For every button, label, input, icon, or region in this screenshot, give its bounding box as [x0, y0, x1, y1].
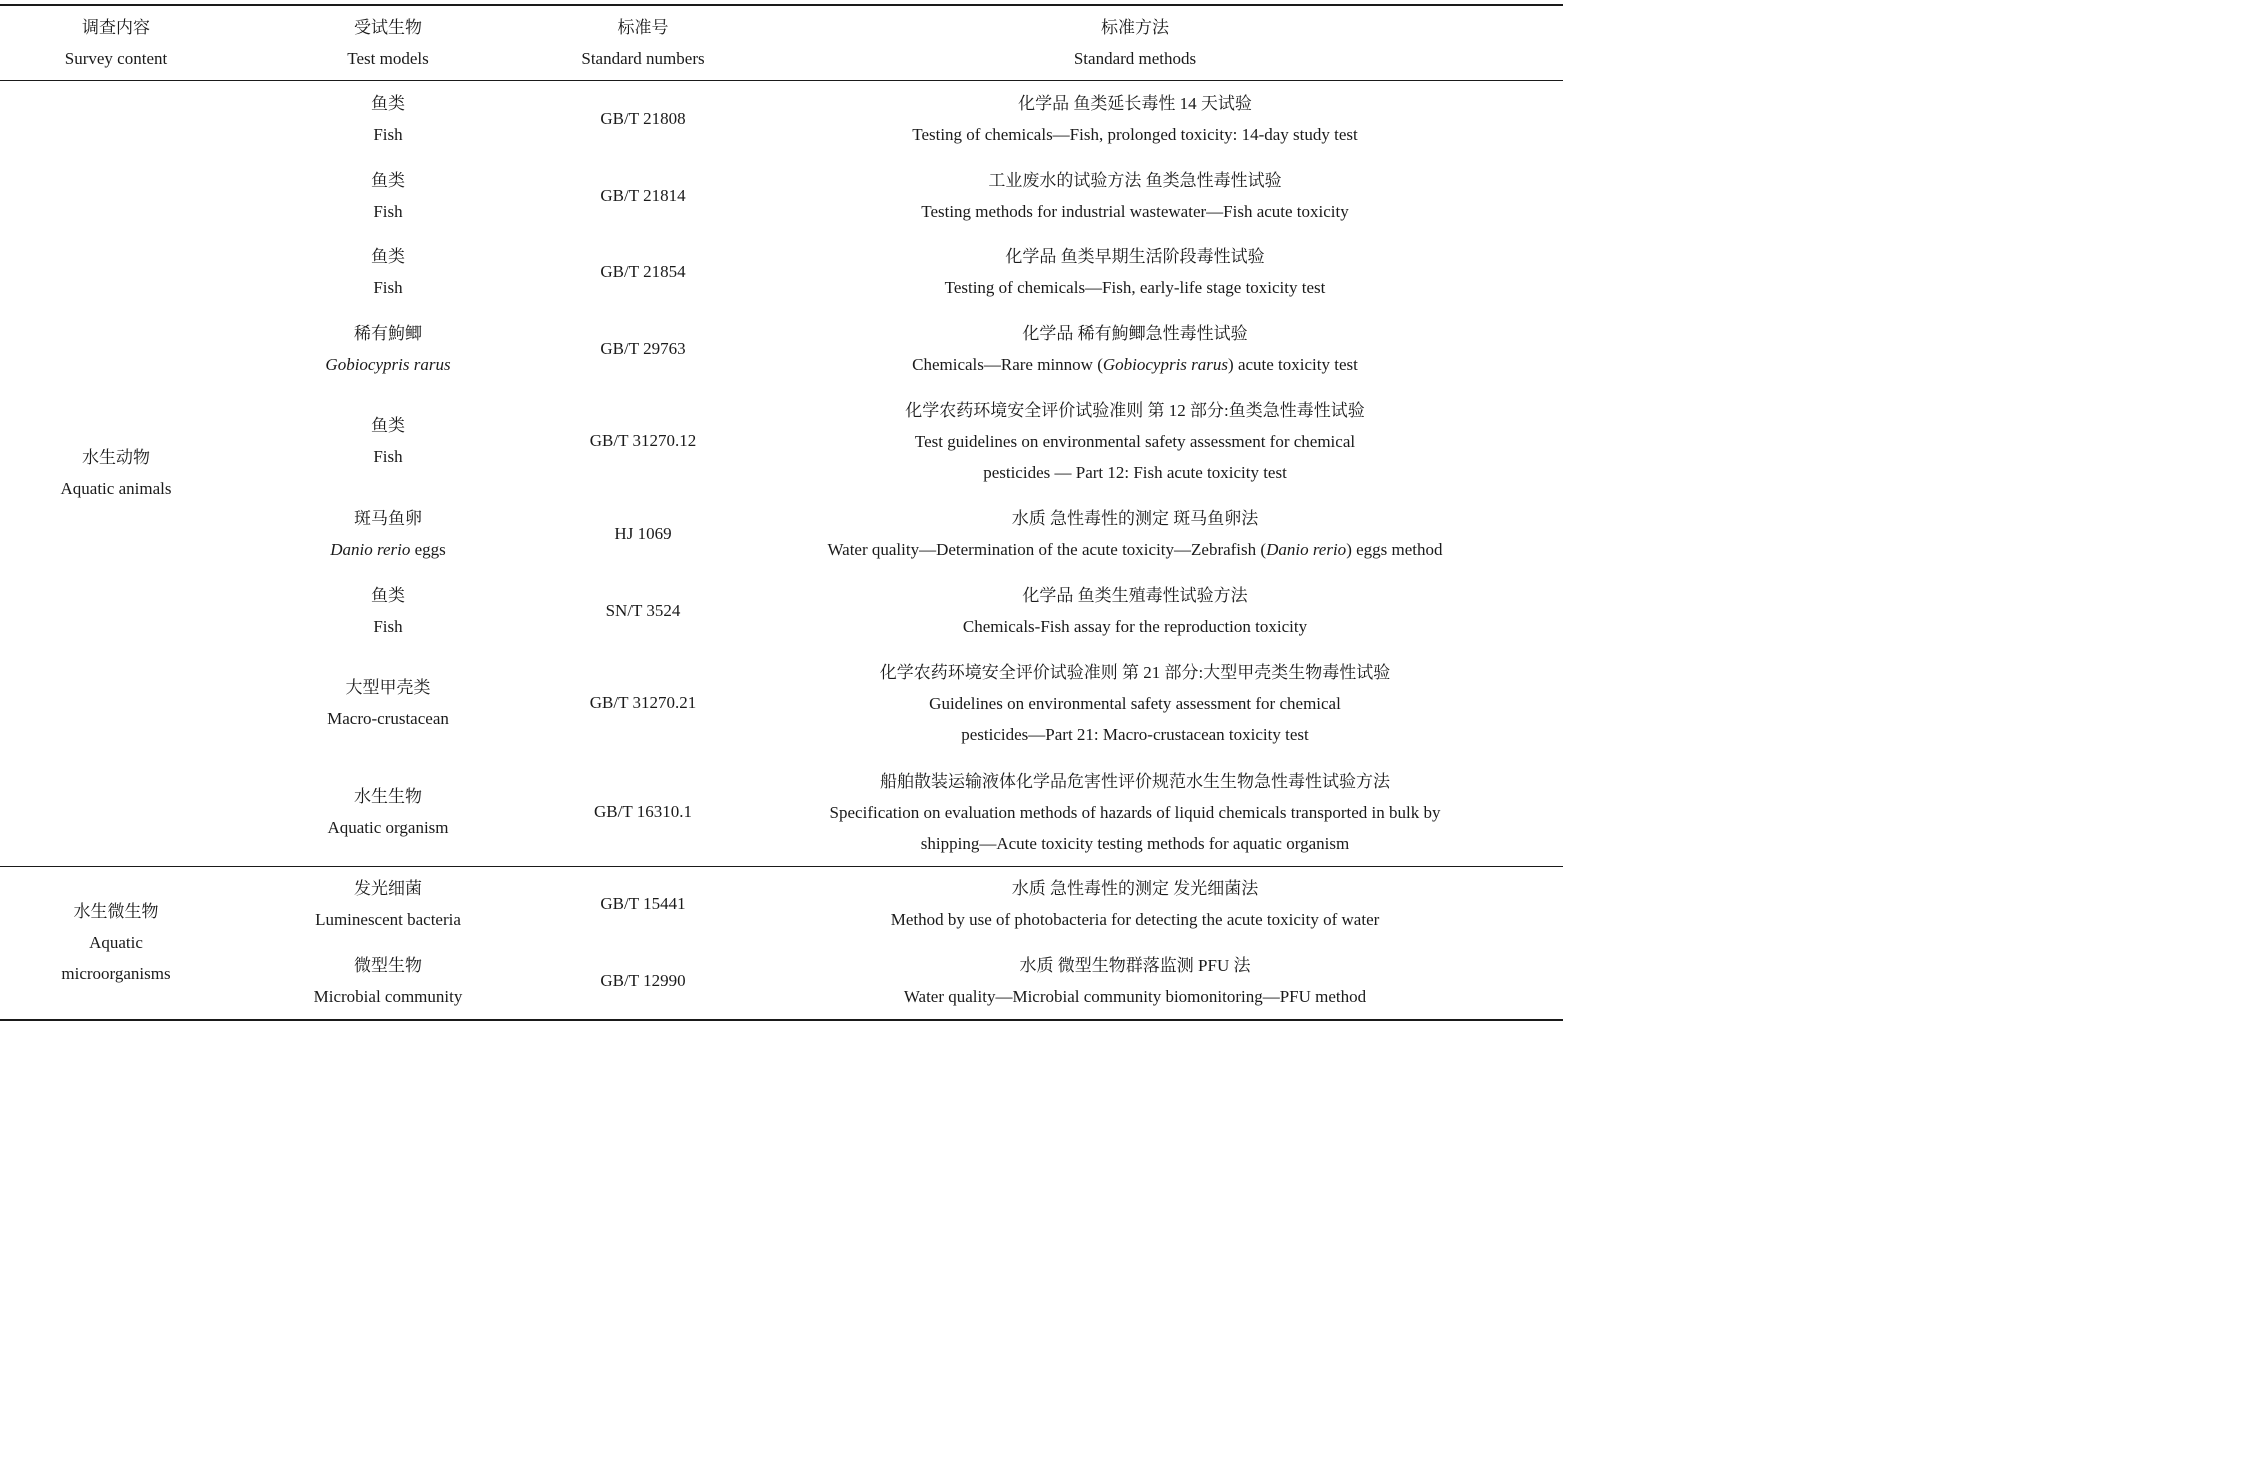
table-row-model: 鱼类 Fish	[371, 586, 405, 636]
table-row-method: 化学品 鱼类延长毒性 14 天试验 Testing of chemicals—Fish, prolonged toxicity: 14-day study test	[912, 94, 1358, 144]
table-row-model: 鱼类 Fish	[371, 94, 405, 144]
table-row-standard-number: GB/T 12990	[600, 971, 686, 990]
table-row-model: 稀有鮈鲫 Gobiocypris rarus	[325, 324, 451, 374]
table-row-method: 水质 急性毒性的测定 斑马鱼卵法 Water quality—Determination of the acute toxicity—Zebrafish (Danio rerio) eggs method	[827, 509, 1443, 559]
table-row-standard-number: SN/T 3524	[605, 601, 681, 620]
header-standard-numbers: 标准号 Standard numbers	[581, 18, 705, 68]
table-row-method: 水质 微型生物群落监测 PFU 法 Water quality—Microbial community biomonitoring—PFU method	[903, 956, 1367, 1006]
table-row-method: 化学品 鱼类早期生活阶段毒性试验 Testing of chemicals—Fish, early-life stage toxicity test	[944, 247, 1326, 297]
table-row-method: 船舶散装运输液体化学品危害性评价规范水生生物急性毒性试验方法 Specification on evaluation methods of hazards of liquid chemicals transported in bulk by shipping—Acute toxicity testing methods for aquatic organism	[829, 772, 1441, 853]
table-row-model: 水生生物 Aquatic organism	[327, 787, 449, 837]
table-row-method: 化学品 稀有鮈鲫急性毒性试验 Chemicals—Rare minnow (Gobiocypris rarus) acute toxicity test	[912, 324, 1358, 374]
table-row-method: 化学品 鱼类生殖毒性试验方法 Chemicals-Fish assay for the reproduction toxicity	[962, 586, 1308, 636]
header-test-models: 受试生物 Test models	[347, 18, 429, 68]
table-row-method: 化学农药环境安全评价试验准则 第 21 部分:大型甲壳类生物毒性试验 Guidelines on environmental safety assessment for chemical pesticides—Part 21: Macro-crustacean toxicity test	[879, 663, 1391, 744]
header-rule	[0, 80, 1563, 81]
table-row-method: 化学农药环境安全评价试验准则 第 12 部分:鱼类急性毒性试验 Test guidelines on environmental safety assessment for chemical pesticides — Part 12: Fish acute toxicity test	[905, 401, 1365, 482]
table-row-model: 斑马鱼卵 Danio rerio eggs	[330, 509, 446, 559]
table-row-standard-number: GB/T 29763	[600, 339, 686, 358]
table-row-model: 鱼类 Fish	[371, 171, 405, 221]
table-row-model: 大型甲壳类 Macro-crustacean	[327, 678, 449, 728]
table-row-standard-number: GB/T 21808	[600, 109, 686, 128]
group-aquatic-animals: 水生动物 Aquatic animals	[60, 448, 172, 498]
table-row-method: 水质 急性毒性的测定 发光细菌法 Method by use of photobacteria for detecting the acute toxicity of water	[890, 879, 1380, 929]
group-aquatic-microorganisms: 水生微生物 Aquatic microorganisms	[61, 902, 171, 983]
top-rule	[0, 4, 1563, 6]
table-row-method: 工业废水的试验方法 鱼类急性毒性试验 Testing methods for industrial wastewater—Fish acute toxicity	[921, 171, 1349, 221]
header-survey-content: 调查内容 Survey content	[64, 18, 168, 68]
table-row-model: 发光细菌 Luminescent bacteria	[315, 879, 461, 929]
table-row-model: 鱼类 Fish	[371, 416, 405, 466]
table-row-standard-number: GB/T 21814	[600, 186, 686, 205]
header-standard-methods: 标准方法 Standard methods	[1073, 18, 1197, 68]
bottom-rule	[0, 1019, 1563, 1021]
table-row-model: 微型生物 Microbial community	[313, 956, 463, 1006]
table-row-model: 鱼类 Fish	[371, 247, 405, 297]
table-row-standard-number: HJ 1069	[614, 524, 672, 543]
table-row-standard-number: GB/T 16310.1	[594, 802, 692, 821]
group-divider-rule	[0, 866, 1563, 867]
table-row-standard-number: GB/T 21854	[600, 262, 686, 281]
table-row-standard-number: GB/T 31270.12	[589, 431, 697, 450]
table-row-standard-number: GB/T 15441	[600, 894, 686, 913]
table-row-standard-number: GB/T 31270.21	[589, 693, 697, 712]
